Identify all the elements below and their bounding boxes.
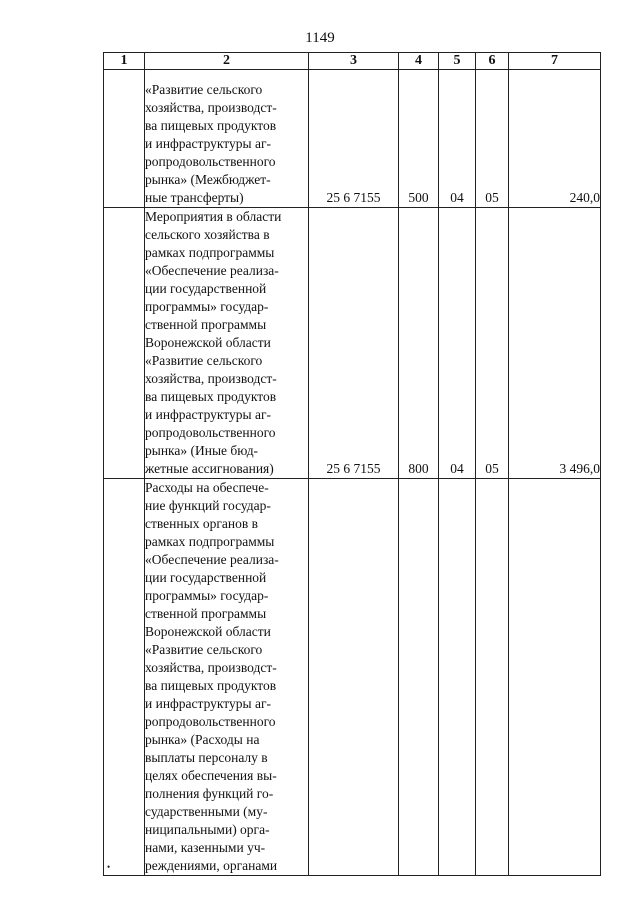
description-line: ва пищевых продуктов [145,118,277,133]
description-line: и инфраструктуры аг- [145,407,271,422]
description-line: полнения функций го- [145,786,274,801]
row-index [104,70,145,208]
description-line: и инфраструктуры аг- [145,136,271,151]
description-line: ропродовольственного [145,425,276,440]
row-section [439,479,476,876]
description-line: ные трансферты) [145,190,244,205]
description-line: ниципальными) орга- [145,822,270,837]
description-line: сударственными (му- [145,804,268,819]
description-line: сельского хозяйства в [145,227,270,242]
row-description [145,70,309,208]
budget-table [103,52,601,876]
description-line: ние функций государ- [145,498,271,513]
description-line: программы» государ- [145,299,269,314]
description-line: программы» государ- [145,588,269,603]
description-line: ции государственной [145,281,267,296]
row-index [104,479,145,876]
description-line: Расходы на обеспече- [145,480,269,495]
row-mark: • [107,862,111,872]
description-line: ва пищевых продуктов [145,678,277,693]
row-index [104,208,145,479]
header-col-7: 7 [509,53,601,70]
header-row [104,53,601,70]
row-section: 04 [439,70,476,208]
row-section: 04 [439,208,476,479]
description-line: ственной программы [145,317,267,332]
description-line: «Развитие сельского [145,82,263,97]
description-line: рамках подпрограммы [145,245,275,260]
row-code [309,479,399,876]
description-line: выплаты персоналу в [145,750,268,765]
description-line: хозяйства, производст- [145,371,277,386]
description-line: Воронежской области [145,335,271,350]
description-line: рынка» (Межбюджет- [145,172,271,187]
description-line: «Обеспечение реализа- [145,263,279,278]
description-line: ции государственной [145,570,267,585]
table-row [104,70,601,208]
description-line: целях обеспечения вы- [145,768,277,783]
row-description [145,208,309,479]
description-line: ва пищевых продуктов [145,389,277,404]
description-line: «Обеспечение реализа- [145,552,279,567]
header-col-2: 2 [145,53,309,70]
description-line: рынка» (Расходы на [145,732,260,747]
header-col-3: 3 [309,53,399,70]
description-line: рынка» (Иные бюд- [145,443,259,458]
table-row [104,479,601,876]
description-line: хозяйства, производст- [145,660,277,675]
description-line: Воронежской области [145,624,271,639]
description-line: реждениями, органами [145,858,278,873]
description-line: жетные ассигнования) [145,461,274,476]
description-line: нами, казенными уч- [145,840,266,855]
row-amount: 3 496,0 [509,208,601,479]
header-col-1: 1 [104,53,145,70]
description-line: ственной программы [145,606,267,621]
description-line: ственных органов в [145,516,258,531]
description-line: хозяйства, производст- [145,100,277,115]
description-line: и инфраструктуры аг- [145,696,271,711]
description-line: ропродовольственного [145,154,276,169]
description-line: «Развитие сельского [145,642,263,657]
page-number: 1149 [305,30,335,46]
description-line: «Развитие сельского [145,353,263,368]
description-line: рамках подпрограммы [145,534,275,549]
row-type: 500 [399,70,439,208]
header-col-6: 6 [476,53,509,70]
description-line: ропродовольственного [145,714,276,729]
row-subsection [476,479,509,876]
description-line: Мероприятия в области [145,209,282,224]
table-row [104,208,601,479]
row-subsection: 05 [476,70,509,208]
row-subsection: 05 [476,208,509,479]
header-col-5: 5 [439,53,476,70]
row-amount [509,479,601,876]
row-amount: 240,0 [509,70,601,208]
row-code: 25 6 7155 [309,70,399,208]
row-type: 800 [399,208,439,479]
row-type [399,479,439,876]
header-col-4: 4 [399,53,439,70]
row-description [145,479,309,876]
row-code: 25 6 7155 [309,208,399,479]
